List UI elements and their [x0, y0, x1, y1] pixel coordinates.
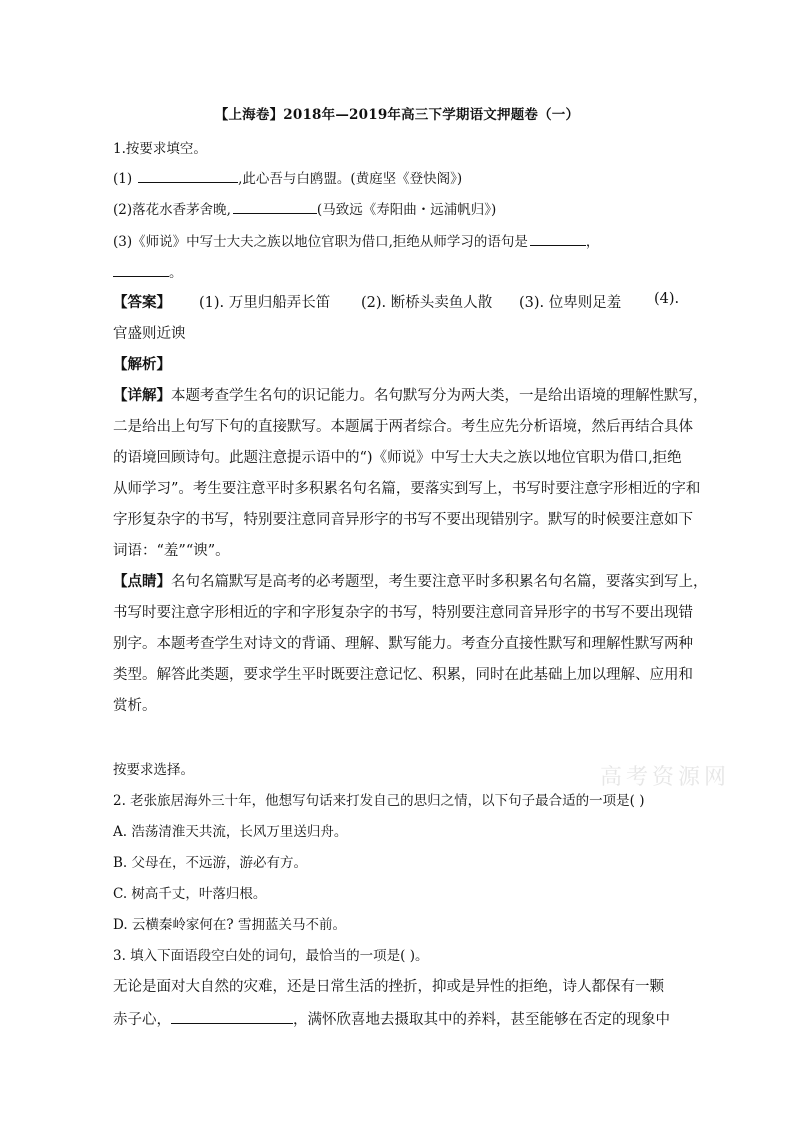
q1-item2-text: (2)落花水香茅舍晚,: [113, 202, 231, 218]
q1-item2-source: (马致远《寿阳曲・远浦帆归》): [316, 202, 497, 218]
answer-4: (4).: [654, 291, 680, 307]
section-heading: 按要求选择。: [113, 762, 194, 778]
fill-blank: [138, 170, 238, 183]
q1-item3-cont: [113, 261, 183, 281]
detail-line: 【详解】本题考查学生名句的识记能力。名句默写分为两大类，一是给出语境的理解性默写，: [113, 387, 708, 404]
q1-item3: [113, 230, 599, 250]
answer-3: (3). 位卑则足羞: [519, 295, 622, 311]
q1-item3-text: (3)《师说》中写士大夫之族以地位官职为借口,拒绝从师学习的语句是: [113, 234, 528, 250]
tip-label: 【点睛】: [113, 573, 171, 590]
answer-label: 【答案】: [113, 294, 171, 311]
answer-1: (1). 万里归船弄长笛: [199, 295, 331, 311]
question-2: 2. 老张旅居海外三十年，他想写句话来打发自己的思归之情，以下句子最合适的一项是( ): [113, 793, 645, 809]
fill-blank: [171, 1011, 293, 1024]
detail-line: 二是给出上句写下句的直接默写。本题属于两者综合。考生应先分析语境，然后再结合具体: [113, 419, 693, 435]
detail-line: 词语：“羞”“谀”。: [113, 543, 230, 559]
option-c: C. 树高千丈，叶落归根。: [113, 886, 267, 902]
q1-item1: [113, 167, 462, 187]
detail-line: 的语境回顾诗句。此题注意提示语中的“)《师说》中写士大夫之族以地位官职为借口,拒绝: [113, 450, 682, 466]
watermark: 高考资源网: [600, 765, 731, 790]
q1-heading: 1.按要求填空。: [113, 141, 207, 157]
option-b: B. 父母在，不远游，游必有方。: [113, 855, 308, 871]
q1-item3-end: 。: [169, 265, 183, 281]
option-a: A. 浩荡清淮天共流，长风万里送归舟。: [113, 824, 348, 840]
question-3: 3. 填入下面语段空白处的词句，最恰当的一项是( )。: [113, 948, 429, 964]
q1-item2: [113, 198, 496, 218]
option-d: D. 云横秦岭家何在? 雪拥蓝关马不前。: [113, 917, 346, 933]
detail-line: 从师学习”。考生要注意平时多积累名句名篇，要落实到写上，书写时要注意字形相近的字和: [113, 481, 701, 497]
tip-line: 类型。解答此类题，要求学生平时既要注意记忆、积累，同时在此基础上加以理解、应用和: [113, 667, 693, 683]
tip-line: 别字。本题考查学生对诗文的背诵、理解、默写能力。考查分直接性默写和理解性默写两种: [113, 636, 693, 652]
detail-line: 字形复杂字的书写，特别要注意同音异形字的书写不要出现错别字。默写的时候要注意如下: [113, 512, 693, 528]
answer-4-cont: 官盛则近谀: [113, 326, 186, 342]
q3-text-line: 无论是面对大自然的灾难，还是日常生活的挫折，抑或是异性的拒绝，诗人都保有一颗: [113, 979, 664, 995]
q1-item3-comma: ，: [585, 234, 600, 250]
tip-line: 赏析。: [113, 698, 157, 714]
tip-line: 书写时要注意字形相近的字和字形复杂字的书写，特别要注意同音异形字的书写不要出现错: [113, 605, 693, 621]
page-title: 【上海卷】2018年—2019年高三下学期语文押题卷（一）: [214, 107, 580, 123]
detail-label: 【详解】: [113, 387, 171, 404]
fill-blank: [530, 233, 586, 246]
q3-text-line: 赤子心， ，满怀欣喜地去摄取其中的养料，甚至能够在否定的现象中: [113, 1012, 670, 1028]
fill-blank: [113, 264, 169, 277]
q1-item1-number: (1): [113, 171, 133, 187]
q1-item1-text: ,此心吾与白鸥盟。(黄庭坚《登快阁》): [238, 171, 463, 187]
fill-blank: [233, 201, 317, 214]
tip-line: 【点睛】名句名篇默写是高考的必考题型，考生要注意平时多积累名句名篇，要落实到写上，: [113, 573, 708, 590]
analysis-label: 【解析】: [113, 356, 171, 373]
answer-2: (2). 断桥头卖鱼人散: [361, 295, 493, 311]
